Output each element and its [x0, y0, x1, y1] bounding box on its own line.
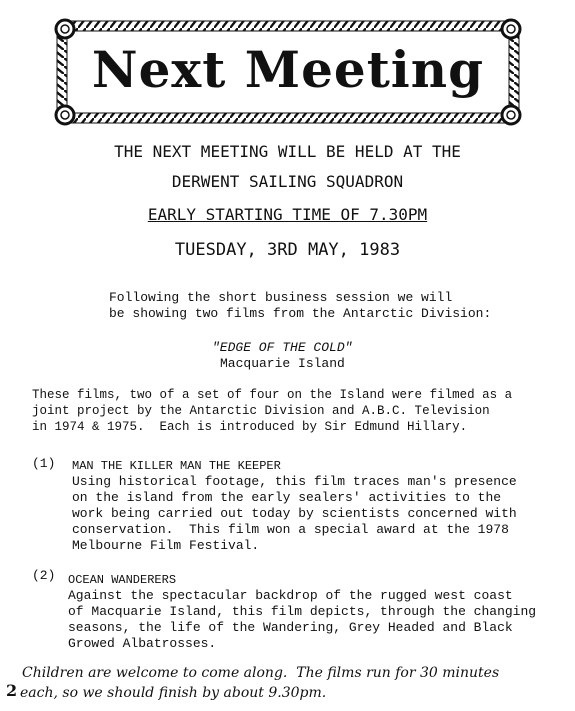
description-line-3: in 1974 & 1975. Each is introduced by Sir Edmund Hillary.	[32, 420, 468, 434]
film-2-line: seasons, the life of the Wandering, Grey Headed and Black	[68, 620, 513, 635]
header-line-1: THE NEXT MEETING WILL BE HELD AT THE	[114, 142, 461, 161]
intro-line-2: be showing two films from the Antarctic Division:	[109, 306, 492, 321]
film-2-line: Growed Albatrosses.	[68, 636, 217, 651]
film-1-line: work being carried out today by scientists concerned with	[72, 506, 517, 521]
feature-title: "EDGE OF THE COLD"	[212, 340, 353, 355]
start-time-line	[0, 205, 575, 224]
film-2-number: (2)	[32, 568, 56, 583]
page-number: 2	[6, 681, 18, 700]
film-2-line: Against the spectacular backdrop of the rugged west coast	[68, 588, 513, 603]
start-time-text: EARLY STARTING TIME OF 7.30PM	[147, 205, 428, 224]
film-2-title: OCEAN WANDERERS	[68, 573, 177, 587]
film-2-line: of Macquarie Island, this film depicts, through the changing	[68, 604, 537, 619]
film-1-line: conservation. This film won a special award at the 1978	[72, 522, 509, 537]
date-line: TUESDAY, 3RD MAY, 1983	[174, 240, 401, 260]
film-1-title: MAN THE KILLER MAN THE KEEPER	[72, 459, 281, 473]
feature-subtitle: Macquarie Island	[220, 356, 345, 371]
banner-title: Next Meeting	[91, 40, 485, 99]
description-line-1: These films, two of a set of four on the Island were filmed as a	[32, 388, 513, 402]
footer-line-2: each, so we should finish by about 9.30pm.	[20, 685, 327, 701]
intro-line-1: Following the short business session we will	[109, 290, 453, 305]
rope-banner	[54, 18, 522, 126]
film-1-line: Using historical footage, this film traces man's presence	[72, 474, 517, 489]
footer-line-1: Children are welcome to come along. The films run for 30 minutes	[22, 665, 500, 681]
description-line-2: joint project by the Antarctic Division and A.B.C. Television	[32, 404, 490, 418]
film-1-line: Melbourne Film Festival.	[72, 538, 260, 553]
venue-line: DERWENT SAILING SQUADRON	[171, 172, 404, 191]
film-1-line: on the island from the early sealers' activities to the	[72, 490, 502, 505]
film-1-number: (1)	[32, 456, 56, 471]
